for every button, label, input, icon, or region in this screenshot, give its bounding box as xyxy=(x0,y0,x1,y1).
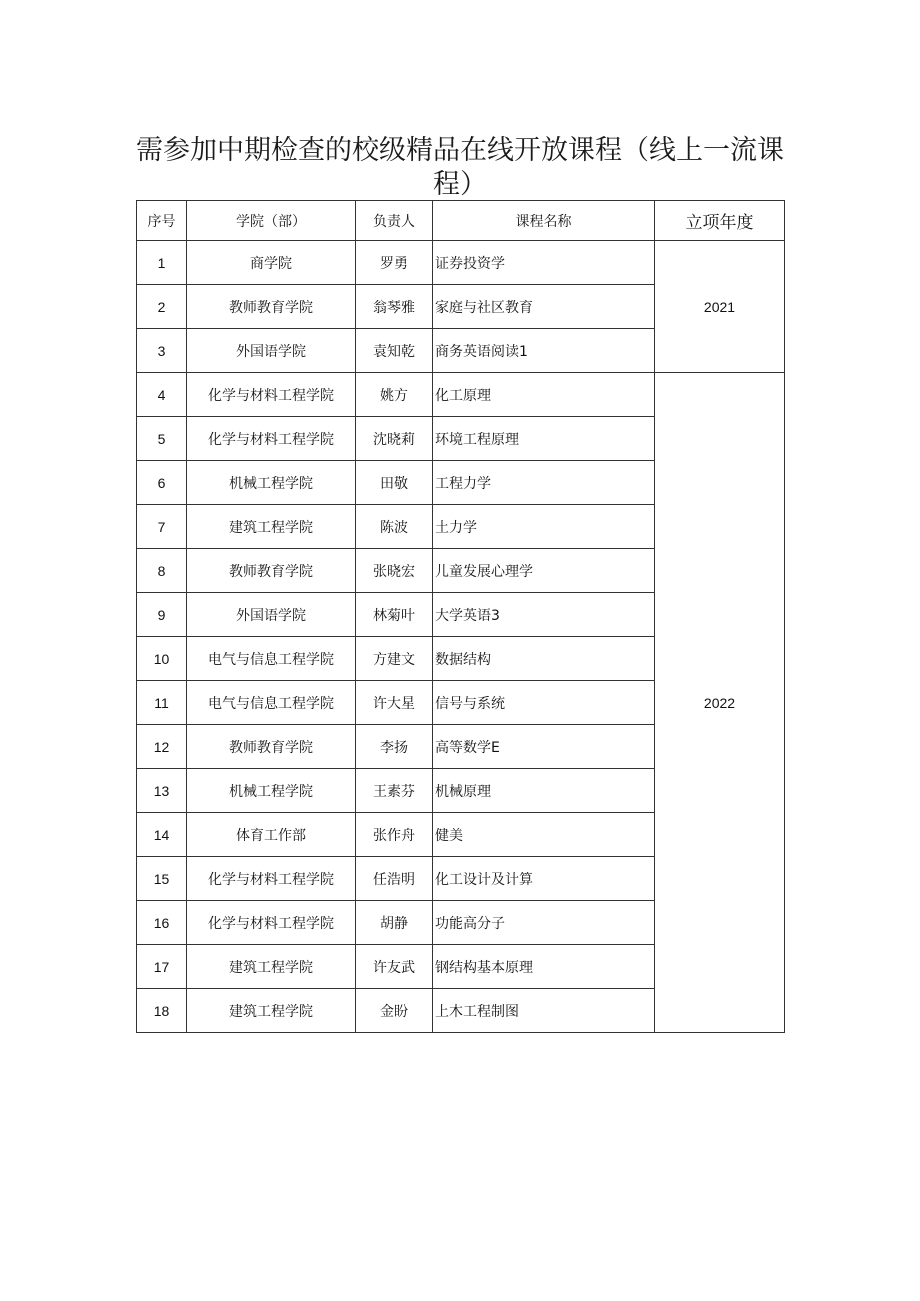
row-college: 外国语学院 xyxy=(187,593,356,637)
row-college: 外国语学院 xyxy=(187,329,356,373)
row-no: 12 xyxy=(137,725,187,769)
row-course: 土力学 xyxy=(433,505,655,549)
row-no: 5 xyxy=(137,417,187,461)
table-header-row xyxy=(137,201,785,241)
header-college: 学院（部） xyxy=(187,201,356,241)
row-college: 化学与材料工程学院 xyxy=(187,417,356,461)
row-no: 18 xyxy=(137,989,187,1033)
row-no: 11 xyxy=(137,681,187,725)
row-course: 家庭与社区教育 xyxy=(433,285,655,329)
row-lead: 陈波 xyxy=(356,505,433,549)
row-course: 机械原理 xyxy=(433,769,655,813)
row-no: 3 xyxy=(137,329,187,373)
row-no: 1 xyxy=(137,241,187,285)
row-college: 化学与材料工程学院 xyxy=(187,901,356,945)
row-course: 儿童发展心理学 xyxy=(433,549,655,593)
row-no: 10 xyxy=(137,637,187,681)
row-lead: 罗勇 xyxy=(356,241,433,285)
row-lead: 林菊叶 xyxy=(356,593,433,637)
year-cell-2022: 2022 xyxy=(655,373,785,1033)
row-lead: 袁知乾 xyxy=(356,329,433,373)
row-college: 建筑工程学院 xyxy=(187,505,356,549)
row-no: 7 xyxy=(137,505,187,549)
row-course: 高等数学E xyxy=(433,725,655,769)
row-lead: 胡静 xyxy=(356,901,433,945)
header-lead: 负责人 xyxy=(356,201,433,241)
row-course: 证券投资学 xyxy=(433,241,655,285)
row-college: 体育工作部 xyxy=(187,813,356,857)
row-course: 环境工程原理 xyxy=(433,417,655,461)
row-lead: 许友武 xyxy=(356,945,433,989)
row-college: 商学院 xyxy=(187,241,356,285)
row-no: 15 xyxy=(137,857,187,901)
header-no: 序号 xyxy=(137,201,187,241)
row-lead: 沈晓莉 xyxy=(356,417,433,461)
row-course: 化工设计及计算 xyxy=(433,857,655,901)
row-college: 教师教育学院 xyxy=(187,725,356,769)
row-no: 4 xyxy=(137,373,187,417)
row-college: 建筑工程学院 xyxy=(187,989,356,1033)
row-course: 功能高分子 xyxy=(433,901,655,945)
year-cell-2021: 2021 xyxy=(655,241,785,373)
row-course: 工程力学 xyxy=(433,461,655,505)
row-course: 大学英语3 xyxy=(433,593,655,637)
row-course: 商务英语阅读1 xyxy=(433,329,655,373)
row-college: 电气与信息工程学院 xyxy=(187,681,356,725)
row-no: 8 xyxy=(137,549,187,593)
row-no: 2 xyxy=(137,285,187,329)
row-college: 建筑工程学院 xyxy=(187,945,356,989)
header-year: 立项年度 xyxy=(655,201,785,241)
row-no: 6 xyxy=(137,461,187,505)
row-college: 机械工程学院 xyxy=(187,461,356,505)
row-course: 信号与系统 xyxy=(433,681,655,725)
row-no: 17 xyxy=(137,945,187,989)
header-course: 课程名称 xyxy=(433,201,655,241)
row-college: 机械工程学院 xyxy=(187,769,356,813)
row-lead: 金盼 xyxy=(356,989,433,1033)
row-college: 化学与材料工程学院 xyxy=(187,373,356,417)
row-lead: 姚方 xyxy=(356,373,433,417)
row-course: 健美 xyxy=(433,813,655,857)
row-no: 14 xyxy=(137,813,187,857)
row-lead: 王素芬 xyxy=(356,769,433,813)
row-course: 数据结构 xyxy=(433,637,655,681)
row-lead: 翁琴雅 xyxy=(356,285,433,329)
row-no: 13 xyxy=(137,769,187,813)
row-college: 电气与信息工程学院 xyxy=(187,637,356,681)
row-lead: 许大星 xyxy=(356,681,433,725)
row-course: 上木工程制图 xyxy=(433,989,655,1033)
row-lead: 方建文 xyxy=(356,637,433,681)
table-row xyxy=(137,241,785,285)
row-lead: 任浩明 xyxy=(356,857,433,901)
page-title: 需参加中期检查的校级精品在线开放课程（线上一流课程） xyxy=(136,135,784,200)
row-college: 教师教育学院 xyxy=(187,285,356,329)
course-table xyxy=(136,200,785,1033)
row-college: 教师教育学院 xyxy=(187,549,356,593)
row-lead: 张作舟 xyxy=(356,813,433,857)
table-row xyxy=(137,373,785,417)
row-lead: 张晓宏 xyxy=(356,549,433,593)
row-no: 16 xyxy=(137,901,187,945)
row-course: 化工原理 xyxy=(433,373,655,417)
row-college: 化学与材料工程学院 xyxy=(187,857,356,901)
row-lead: 李扬 xyxy=(356,725,433,769)
row-no: 9 xyxy=(137,593,187,637)
row-lead: 田敬 xyxy=(356,461,433,505)
row-course: 钢结构基本原理 xyxy=(433,945,655,989)
